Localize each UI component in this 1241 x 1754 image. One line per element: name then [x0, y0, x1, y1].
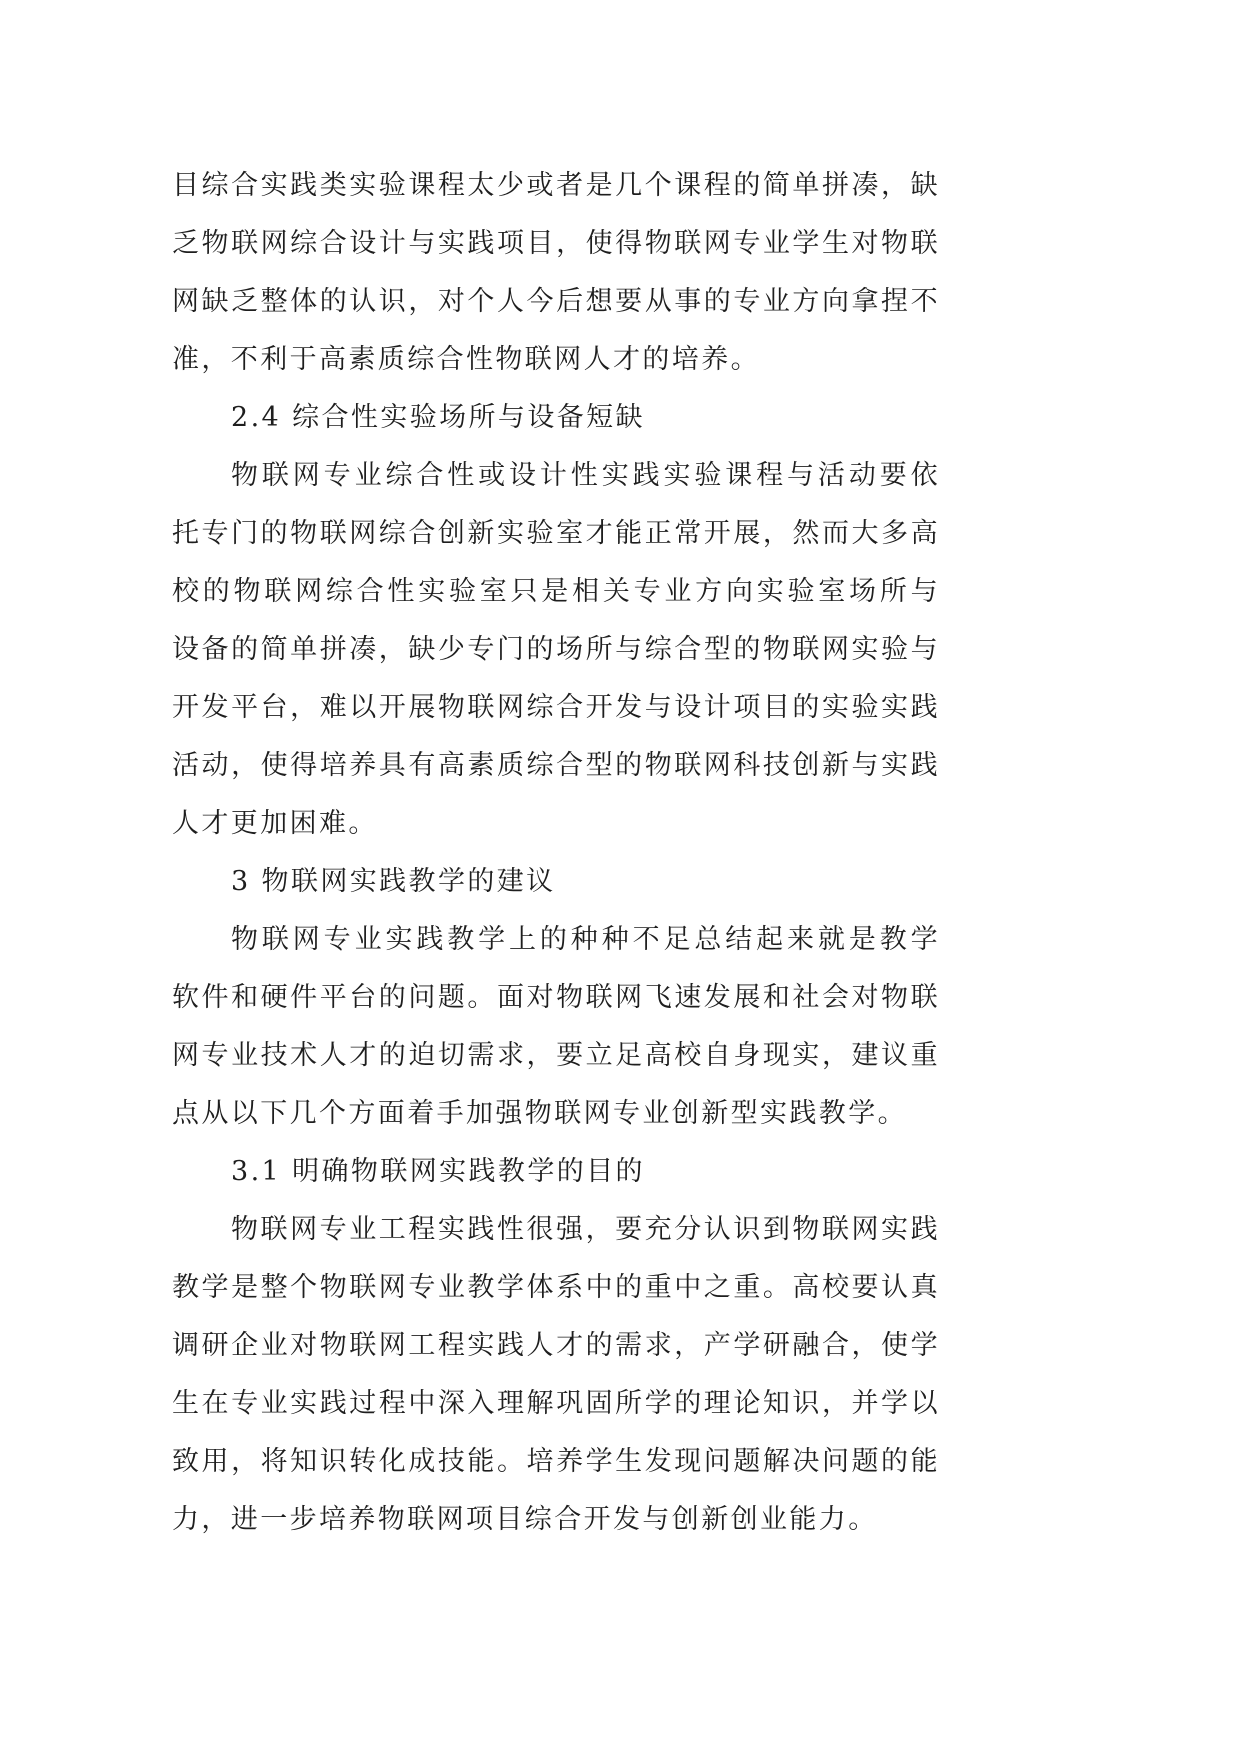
- text-line: 点从以下几个方面着手加强物联网专业创新型实践教学。: [172, 1098, 907, 1129]
- text-line: 乏物联网综合设计与实践项目，使得物联网专业学生对物联: [172, 228, 940, 259]
- text-line: 目综合实践类实验课程太少或者是几个课程的简单拼凑，缺: [172, 170, 940, 201]
- section-heading: 3.1 明确物联网实践教学的目的: [231, 1156, 645, 1187]
- text-line: 活动，使得培养具有高素质综合型的物联网科技创新与实践: [172, 750, 940, 781]
- text-line: 设备的简单拼凑，缺少专门的场所与综合型的物联网实验与: [172, 634, 940, 665]
- section-heading: 3 物联网实践教学的建议: [231, 866, 556, 897]
- text-line: 力，进一步培养物联网项目综合开发与创新创业能力。: [172, 1504, 878, 1535]
- text-line: 致用，将知识转化成技能。培养学生发现问题解决问题的能: [172, 1446, 940, 1477]
- text-line: 开发平台，难以开展物联网综合开发与设计项目的实验实践: [172, 692, 940, 723]
- section-heading: 2.4 综合性实验场所与设备短缺: [231, 402, 645, 433]
- text-line: 教学是整个物联网专业教学体系中的重中之重。高校要认真: [172, 1272, 940, 1303]
- paragraph: [172, 157, 940, 389]
- paragraph: [172, 1201, 940, 1549]
- text-line: 物联网专业工程实践性很强，要充分认识到物联网实践: [231, 1214, 940, 1245]
- text-line: 准，不利于高素质综合性物联网人才的培养。: [172, 344, 760, 375]
- text-line: 物联网专业综合性或设计性实践实验课程与活动要依: [231, 460, 940, 491]
- body-text: [172, 157, 940, 1549]
- text-line: 生在专业实践过程中深入理解巩固所学的理论知识，并学以: [172, 1388, 940, 1419]
- text-line: 网缺乏整体的认识，对个人今后想要从事的专业方向拿捏不: [172, 286, 940, 317]
- text-line: 物联网专业实践教学上的种种不足总结起来就是教学: [231, 924, 940, 955]
- text-line: 调研企业对物联网工程实践人才的需求，产学研融合，使学: [172, 1330, 940, 1361]
- text-line: 校的物联网综合性实验室只是相关专业方向实验室场所与: [172, 576, 940, 607]
- paragraph: [172, 911, 940, 1143]
- text-line: 人才更加困难。: [172, 808, 378, 839]
- text-line: 网专业技术人才的迫切需求，要立足高校自身现实，建议重: [172, 1040, 940, 1071]
- text-line: 软件和硬件平台的问题。面对物联网飞速发展和社会对物联: [172, 982, 940, 1013]
- paragraph: [172, 447, 940, 853]
- text-line: 托专门的物联网综合创新实验室才能正常开展，然而大多高: [172, 518, 940, 549]
